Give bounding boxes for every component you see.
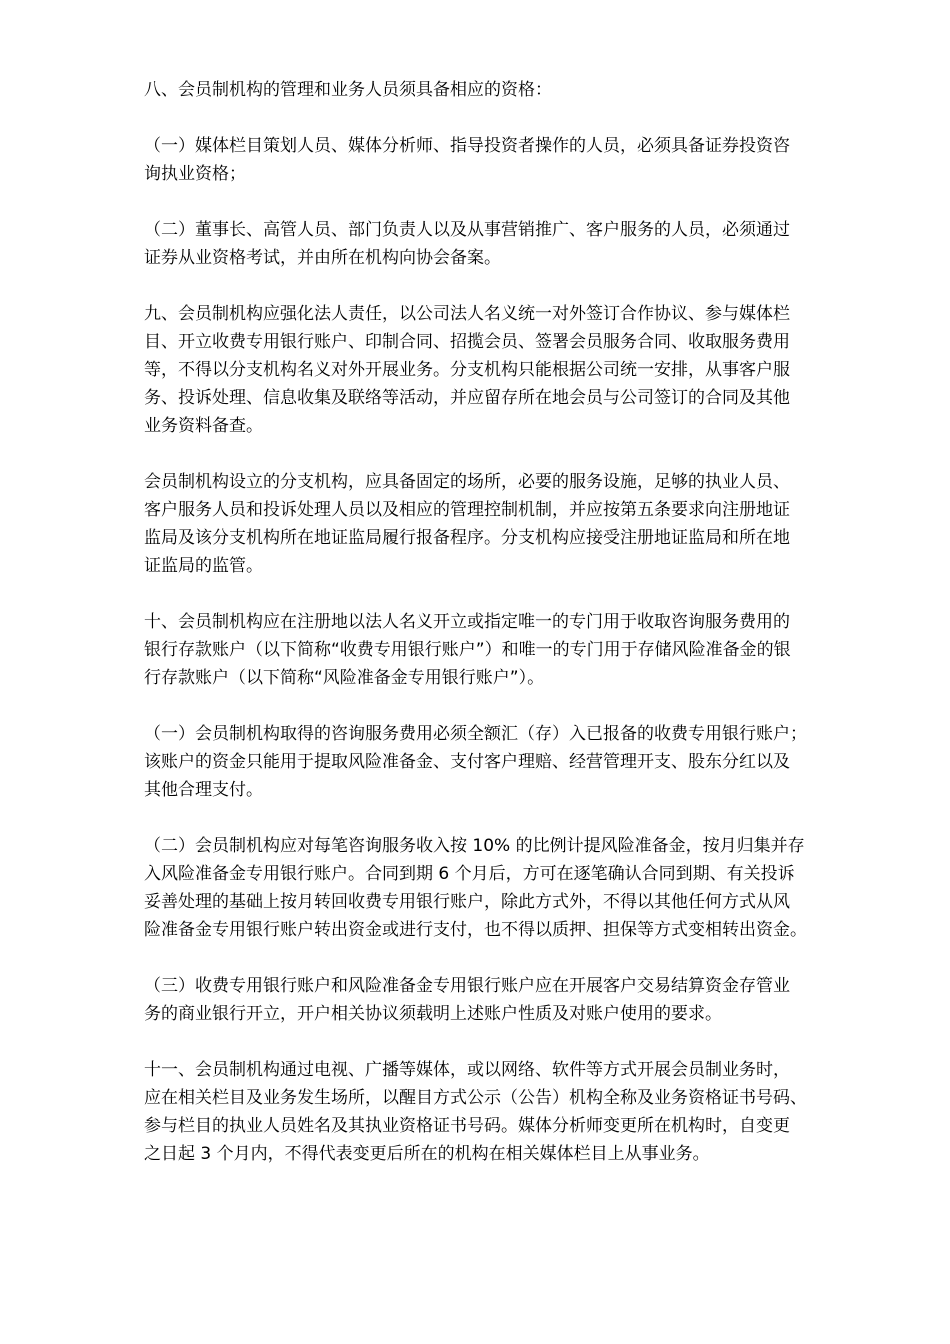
paragraph-article-10-item-2: （二）会员制机构应对每笔咨询服务收入按 10% 的比例计提风险准备金，按月归集并存 入风险准备金专用银行账户。合同到期 6 个月后，方可在逐笔确认合同到期、有关投诉 妥善处理的基础上按月转回收费专用银行账户，除此方式外，不得以其他任何方式从风 险准备金专用银行账户转出资金或进行支付，也不得以质押、担保等方式变相转出资金。 xyxy=(144,836,807,940)
paragraph-article-9: 九、会员制机构应强化法人责任，以公司法人名义统一对外签订合作协议、参与媒体栏 目、开立收费专用银行账户、印制合同、招揽会员、签署会员服务合同、收取服务费用 等，不得以分支机构名义对外开展业务。分支机构只能根据公司统一安排，从事客户服 务、投诉处理、信息收集及联络等活动，并应留存所在地会员与公司签订的合同及其他 业务资料备查。 xyxy=(144,304,790,436)
paragraph-article-10-item-3: （三）收费专用银行账户和风险准备金专用银行账户应在开展客户交易结算资金存管业 务的商业银行开立，开户相关协议须载明上述账户性质及对账户使用的要求。 xyxy=(144,976,790,1024)
paragraph-article-9-branch: 会员制机构设立的分支机构，应具备固定的场所，必要的服务设施，足够的执业人员、 客户服务人员和投诉处理人员以及相应的管理控制机制，并应按第五条要求向注册地证 监局及该分支机构所在地证监局履行报备程序。分支机构应接受注册地证监局和所在地 证监局的监管。 xyxy=(144,472,790,576)
paragraph-article-8-item-1: （一）媒体栏目策划人员、媒体分析师、指导投资者操作的人员，必须具备证券投资咨 询执业资格； xyxy=(144,136,790,184)
paragraph-article-10-item-1: （一）会员制机构取得的咨询服务费用必须全额汇（存）入已报备的收费专用银行账户； 该账户的资金只能用于提取风险准备金、支付客户理赔、经营管理开支、股东分红以及 其他合理支付。 xyxy=(144,724,807,800)
paragraph-article-8: 八、会员制机构的管理和业务人员须具备相应的资格： xyxy=(144,80,552,100)
document-page xyxy=(144,76,892,1196)
paragraph-article-11: 十一、会员制机构通过电视、广播等媒体，或以网络、软件等方式开展会员制业务时， 应在相关栏目及业务发生场所，以醒目方式公示（公告）机构全称及业务资格证书号码、 参与栏目的执业人员姓名及其执业资格证书号码。媒体分析师变更所在机构时，自变更 之日起 3 个月内，不得代表变更后所在的机构在相关媒体栏目上从事业务。 xyxy=(144,1060,807,1164)
paragraph-article-8-item-2: （二）董事长、高管人员、部门负责人以及从事营销推广、客户服务的人员，必须通过 证券从业资格考试，并由所在机构向协会备案。 xyxy=(144,220,790,268)
paragraph-article-10: 十、会员制机构应在注册地以法人名义开立或指定唯一的专门用于收取咨询服务费用的 银行存款账户（以下简称“收费专用银行账户”）和唯一的专门用于存储风险准备金的银 行存款账户（以下简称“风险准备金专用银行账户”）。 xyxy=(144,612,791,688)
